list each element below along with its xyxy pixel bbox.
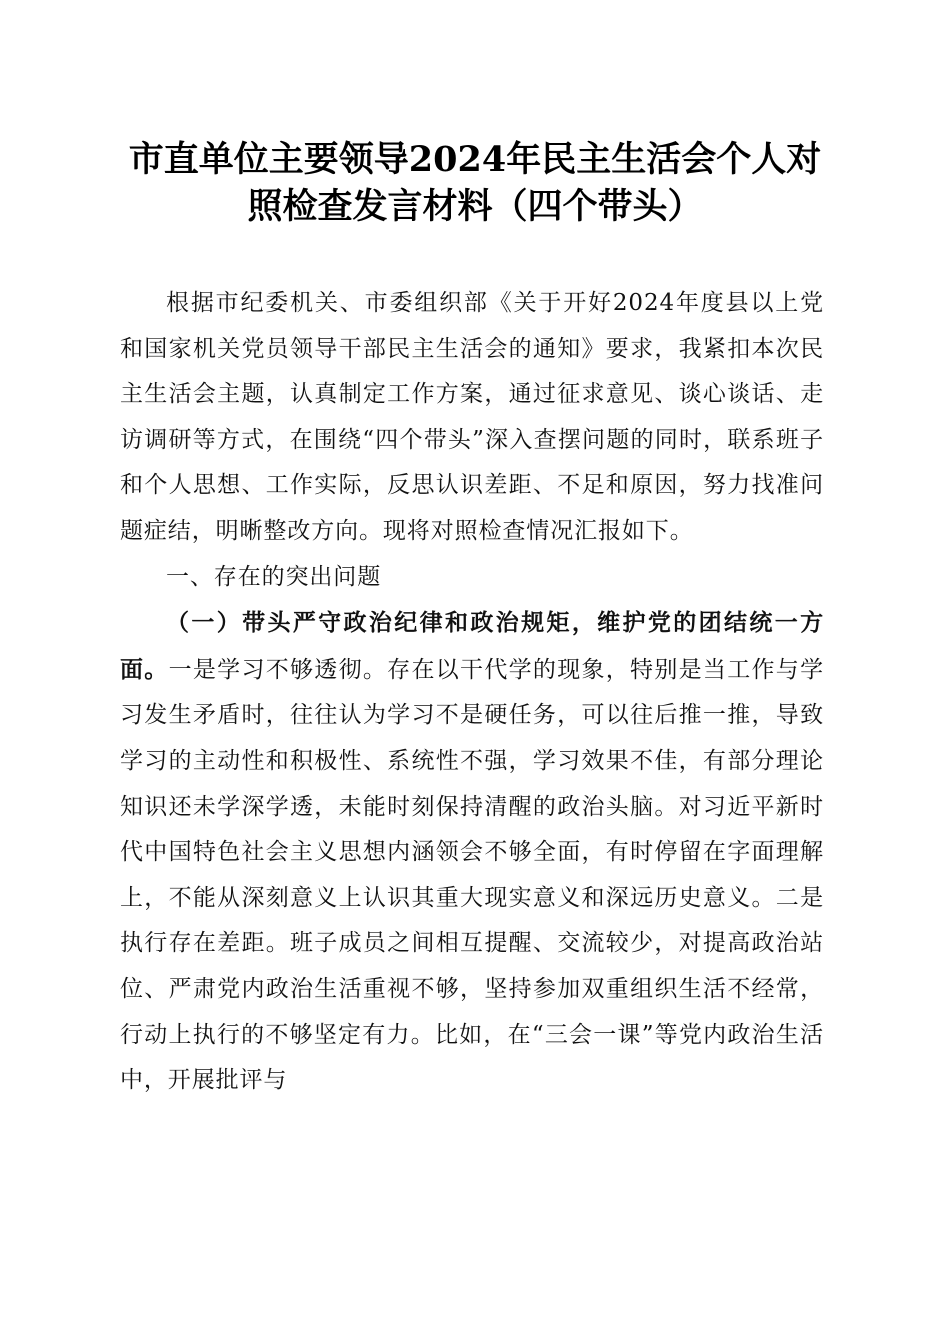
title-line-2: 照检查发言材料（四个带头）: [247, 186, 703, 227]
document-title: [100, 136, 850, 230]
document-body: [120, 281, 824, 1104]
subsection-paragraph: [120, 600, 824, 1104]
intro-paragraph: 根据市纪委机关、市委组织部《关于开好2024年度县以上党和国家机关党员领导干部民主生活会的通知》要求，我紧扣本次民主生活会主题，认真制定工作方案，通过征求意见、谈心谈话、走访调研等方式，在围绕“四个带头”深入查摆问题的同时，联系班子和个人思想、工作实际，反思认识差距、不足和原因，努力找准问题症结，明晰整改方向。现将对照检查情况汇报如下。: [120, 290, 824, 544]
subsection-heading: （一）带头严守政治纪律和政治规矩，维护党的团结统一方面。: [120, 609, 824, 683]
section-heading: 一、存在的突出问题: [166, 563, 382, 590]
title-line-1: 市直单位主要领导2024年民主生活会个人对: [128, 139, 822, 180]
subsection-body: 一是学习不够透彻。存在以干代学的现象，特别是当工作与学习发生矛盾时，往往认为学习不是硬任务，可以往后推一推，导致学习的主动性和积极性、系统性不强，学习效果不佳，有部分理论知识还未学深学透，未能时刻保持清醒的政治头脑。对习近平新时代中国特色社会主义思想内涵领会不够全面，有时停留在字面理解上，不能从深刻意义上认识其重大现实意义和深远历史意义。二是执行存在差距。班子成员之间相互提醒、交流较少，对提高政治站位、严肃党内政治生活重视不够，坚持参加双重组织生活不经常，行动上执行的不够坚定有力。比如，在“三会一课”等党内政治生活中，开展批评与: [120, 656, 824, 1094]
